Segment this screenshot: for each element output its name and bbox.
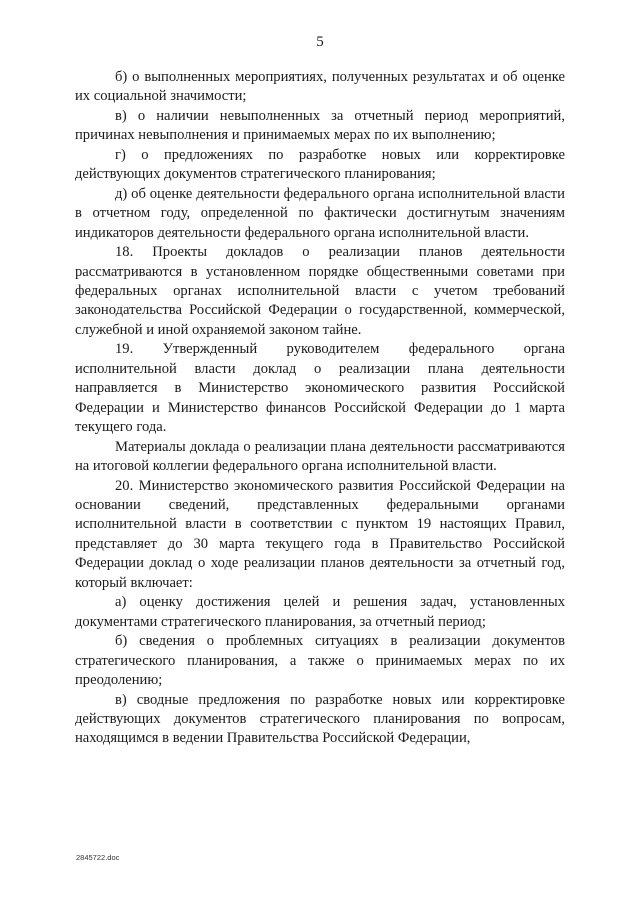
paragraph-b-results: б) о выполненных мероприятиях, полученных результатах и об оценке их социальной значимости; xyxy=(75,69,565,105)
paragraph-20: 20. Министерство экономического развития Российской Федерации на основании сведений, представленных федеральными органами исполнительной власти в соответствии с пунктом 19 настоящих Правил, представляет до 30 марта текущего года в Правительство Российской Федерации доклад о ходе реализации планов деятельности за отчетный год, который включает: xyxy=(75,477,565,591)
page-number: 5 xyxy=(316,34,324,50)
paragraph-v-unfulfilled: в) о наличии невыполненных за отчетный период мероприятий, причинах невыполнения и принимаемых мерах по их выполнению; xyxy=(75,107,565,144)
paragraph-20-a: а) оценку достижения целей и решения задач, установленных документами стратегического планирования, за отчетный период; xyxy=(75,594,565,630)
paragraph-d-assessment: д) об оценке деятельности федерального органа исполнительной власти в отчетном году, определенной по фактически достигнутым значениям индикаторов деятельности федерального органа исполнительной власти. xyxy=(75,185,565,241)
paragraph-18: 18. Проекты докладов о реализации планов деятельности рассматриваются в установленном порядке общественными советами при федеральных органах исполнительной власти с учетом требований законодательства Российской Федерации о государственной, коммерческой, служебной и иной охраняемой законом тайне. xyxy=(75,244,565,338)
paragraph-20-b: б) сведения о проблемных ситуациях в реализации документов стратегического планирования, а также о принимаемых мерах по их преодолению; xyxy=(75,633,565,689)
paragraph-19-materials: Материалы доклада о реализации плана деятельности рассматриваются на итоговой коллегии федерального органа исполнительной власти. xyxy=(75,438,565,475)
paragraph-19: 19. Утвержденный руководителем федерального органа исполнительной власти доклад о реализации плана деятельности направляется в Министерство экономического развития Российской Федерации и Министерство финансов Российской Федерации до 1 марта текущего года. xyxy=(75,341,565,436)
paragraph-g-proposals: г) о предложениях по разработке новых или корректировке действующих документов стратегического планирования; xyxy=(75,146,565,183)
document-body xyxy=(75,68,565,749)
footer-file-code: 2845722.doc xyxy=(76,853,120,862)
paragraph-20-v: в) сводные предложения по разработке новых или корректировке действующих документов стратегического планирования по вопросам, находящимся в ведении Правительства Российской Федерации, xyxy=(75,691,565,747)
